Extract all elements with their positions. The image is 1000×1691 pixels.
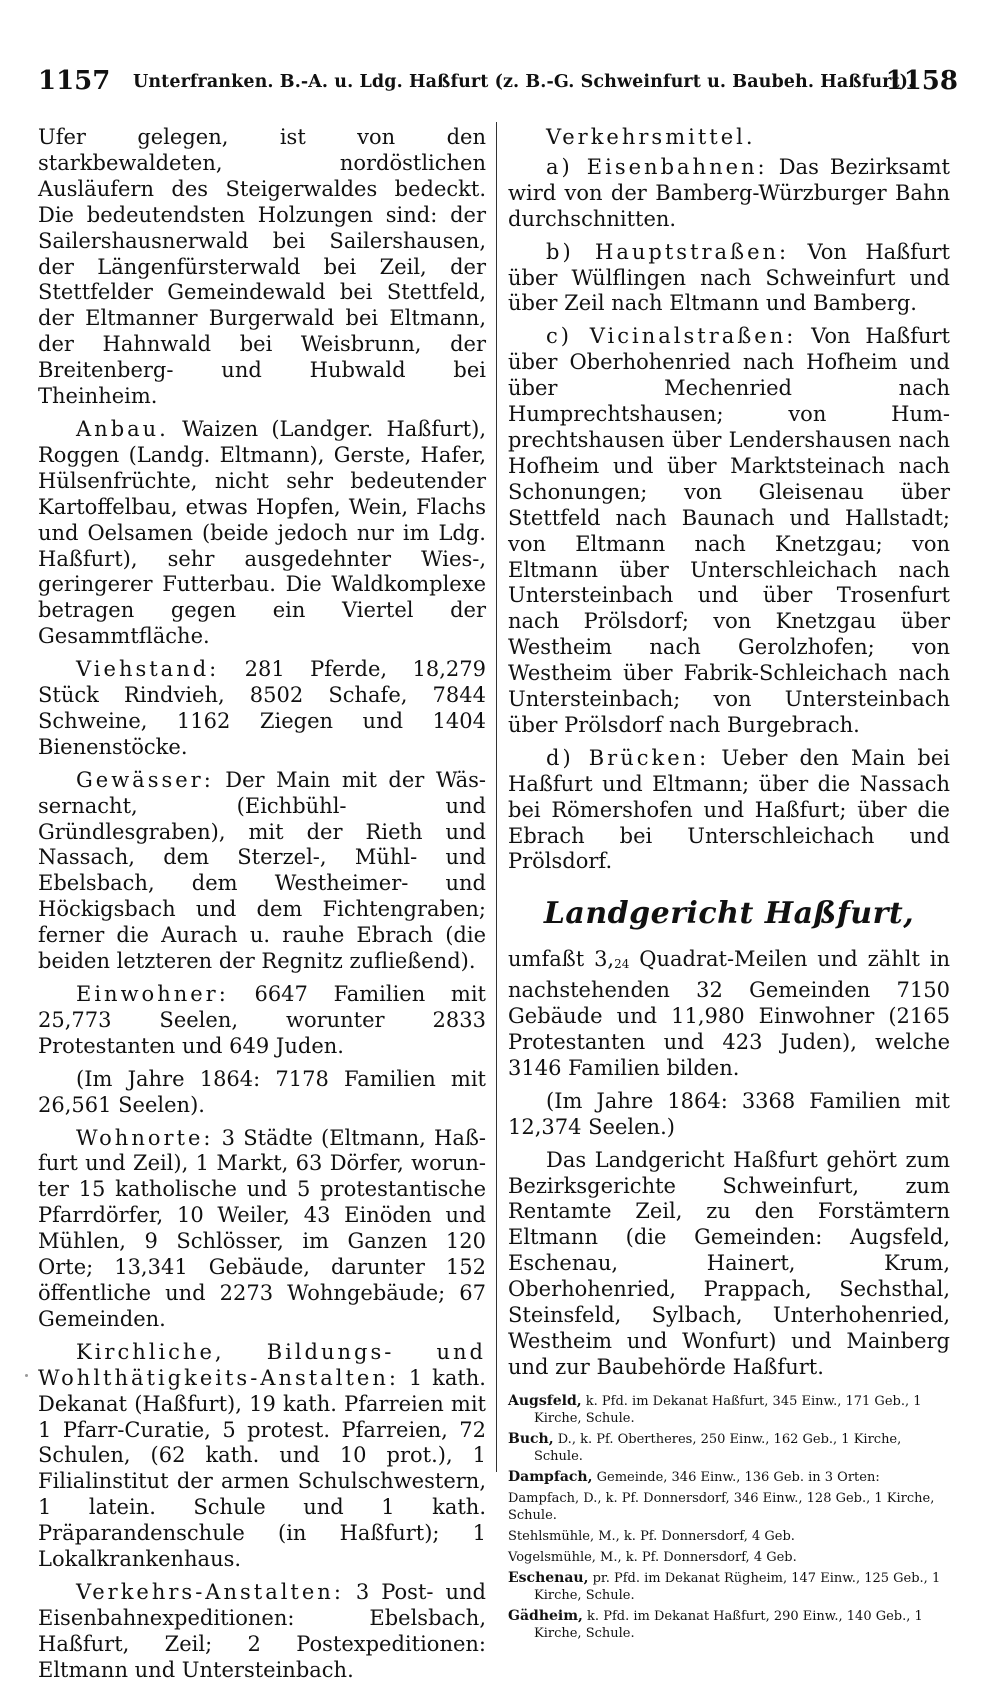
paragraph: (Im Jahre 1864: 3368 Familien mit 12,374 Seelen.) — [508, 1088, 950, 1139]
paragraph: Das Landgericht Haßfurt gehört zum Bezirksgerichte Schweinfurt, zum Rentamte Zeil, zu den Forstämtern Eltmann (die Gemeinden: Augsfeld, Eschenau, Hainert, Krum, Oberhohenried, Prappach, Sechsthal, Steinsfeld, Sylbach, Unterhohenried, Westheim und Wonfurt) und Mainberg und zur Baubehörde Haßfurt. — [508, 1147, 950, 1379]
paragraph: Wohnorte: 3 Städte (Eltmann, Haßfurt und Zeil), 1 Markt, 63 Dörfer, worunter 15 katholische und 5 protestantische Pfarrdörfer, 10 Weiler, 43 Einöden und Mühlen, 9 Schlösser, im Ganzen 120 Orte; 13,341 Gebäude, darunter 152 öffentliche und 2273 Wohngebäude; 67 Gemeinden. — [38, 1125, 486, 1331]
list-item: Eschenau, pr. Pfd. im Dekanat Rügheim, 147 Einw., 125 Geb., 1 Kirche, Schule. — [508, 1569, 941, 1603]
paragraph-label: Verkehrs-Anstalten: — [76, 1579, 344, 1604]
paragraph: Gewässer: Der Main mit der Wässernacht, (Eichbühl- und Gründlesgraben), mit der Rieth und Nassach, dem Sterzel-, Mühl- und Ebelsbach, dem Westheimer- und Höckigsbach und dem Fichtengraben; ferner die Aurach u. rauhe Ebrach (die beiden letzteren der Regnitz zufließend). — [38, 767, 486, 974]
list-item: Buch, D., k. Pf. Obertheres, 250 Einw., 162 Geb., 1 Kirche, Schule. — [508, 1430, 902, 1464]
right-column — [508, 125, 950, 1646]
paragraph-label: Wohnorte: — [76, 1125, 214, 1150]
paragraph: a) Eisenbahnen: Das Bezirksamt wird von der Bamberg-Würzburger Bahn durchschnitten. — [508, 154, 950, 231]
paragraph-label: b) Hauptstraßen: — [546, 239, 790, 264]
paragraph-label: Viehstand: — [76, 657, 220, 682]
list-item: Vogelsmühle, M., k. Pf. Donnersdorf, 4 Geb. — [508, 1549, 797, 1565]
page-number-left: 1157 — [38, 66, 111, 96]
paragraph: (Im Jahre 1864: 7178 Familien mit 26,561 Seelen). — [38, 1066, 486, 1117]
paragraph: Viehstand: 281 Pferde, 18,279 Stück Rindvieh, 8502 Schafe, 7844 Schweine, 1162 Ziegen und 1404 Bienenstöcke. — [38, 657, 486, 759]
paragraph: Anbau. Waizen (Landger. Haßfurt), Roggen (Landg. Eltmann), Gerste, Hafer, Hülsenfrüchte, nicht sehr bedeutender Kartoffelbau, etwas Hopfen, Wein, Flachs und Oelsamen (beide jedoch nur im Ldg. Haßfurt), sehr ausgedehnter Wies-, geringerer Futterbau. Die Waldkomplexe betragen gegen ein Viertel der Gesammtfläche. — [38, 416, 486, 649]
paragraph: c) Vicinalstraßen: Von Haßfurt über Oberhohenried nach Hofheim und über Mechenried nach Humprechtshausen; von Humprechtshausen über Lendershausen nach Hofheim und über Marktsteinach nach Schonungen; von Gleisenau über Stettfeld nach Baunach und Hallstadt; von Eltmann nach Knetzgau; von Eltmann über Unterschleichach nach Untersteinbach und über Trosenfurt nach Prölsdorf; von Knetzgau über Westheim nach Gerolzhofen; von Westheim über Fabrik-Schleichach nach Untersteinbach; von Untersteinbach über Prölsdorf nach Burgebrach. — [508, 324, 950, 737]
page-header — [38, 66, 958, 106]
section-title: Landgericht Haßfurt, — [543, 896, 915, 932]
list-item: Dampfach, D., k. Pf. Donnersdorf, 346 Einw., 128 Geb., 1 Kirche, Schule. — [508, 1490, 935, 1523]
paragraph: umfaßt 3,24 Quadrat-Meilen und zählt in nachstehenden 32 Gemeinden 7150 Gebäude und 11,980 Einwohner (2165 Protestanten und 423 Juden), welche 3146 Familien bilden. — [508, 947, 950, 1080]
paragraph-label: c) Vicinalstraßen: — [546, 324, 797, 349]
paragraph-label: Anbau. — [76, 416, 169, 441]
paragraph: Kirchliche, Bildungs- und Wohlthätigkeits-Anstalten: 1 kath. Dekanat (Haßfurt), 19 kath. Pfarreien mit 1 Pfarr-Curatie, 5 protest. Pfarreien, 72 Schulen, (62 kath. und 10 prot.), 1 Filialinstitut der armen Schulschwestern, 1 latein. Schule und 1 kath. Präparandenschule (in Haßfurt); 1 Lokalkrankenhaus. — [38, 1339, 486, 1572]
paragraph: Verkehrs-Anstalten: 3 Post- und Eisenbahnexpeditionen: Ebelsbach, Haßfurt, Zeil; 2 Postexpeditionen: Eltmann und Untersteinbach. — [38, 1579, 486, 1682]
list-item: Dampfach, Gemeinde, 346 Einw., 136 Geb. in 3 Orten: — [508, 1468, 880, 1485]
list-item: Gädheim, k. Pfd. im Dekanat Haßfurt, 290 Einw., 140 Geb., 1 Kirche, Schule. — [508, 1607, 923, 1641]
page-number-right: 1158 — [885, 66, 958, 96]
place-entries — [508, 1393, 950, 1642]
paragraph: Einwohner: 6647 Familien mit 25,773 Seelen, worunter 2833 Protestanten und 649 Juden. — [38, 982, 486, 1058]
column-divider — [496, 122, 497, 1472]
paragraph-label: a) Eisenbahnen: — [546, 154, 768, 179]
paragraph: d) Brücken: Ueber den Main bei Haßfurt und Eltmann; über die Nassach bei Römershofen und Haßfurt; über die Ebrach bei Unterschleichach und Prölsdorf. — [508, 745, 950, 874]
speck — [25, 1374, 28, 1377]
paragraph-label: Einwohner: — [76, 982, 229, 1006]
paragraph: Ufer gelegen, ist von den starkbewaldeten, nordöstlichen Ausläufern des Steigerwaldes bedeckt. Die bedeutendsten Holzungen sind: der Sailershausnerwald bei Sailershausen, der Längenfürsterwald bei Zeil, der Stettfelder Gemeindewald bei Stettfeld, der Eltmanner Burgerwald bei Eltmann, der Hahnwald bei Weisbrunn, der Breitenberg- und Hubwald bei Theinheim. — [38, 125, 486, 409]
paragraph-label: Kirchliche, Bildungs- und Wohlthätigkeits-Anstalten: — [38, 1339, 486, 1390]
paragraph-label: Gewässer: — [76, 767, 214, 792]
left-column — [38, 125, 486, 1691]
list-item: Stehlsmühle, M., k. Pf. Donnersdorf, 4 Geb. — [508, 1528, 795, 1544]
list-item: Augsfeld, k. Pfd. im Dekanat Haßfurt, 345 Einw., 171 Geb., 1 Kirche, Schule. — [508, 1392, 922, 1426]
paragraph: b) Hauptstraßen: Von Haßfurt über Wülflingen nach Schweinfurt und über Zeil nach Eltmann und Bamberg. — [508, 239, 950, 316]
paragraph-label: d) Brücken: — [546, 745, 710, 770]
running-title: Unterfranken. B.-A. u. Ldg. Haßfurt (z. B.-G. Schweinfurt u. Baubeh. Haßfurt). — [133, 72, 915, 92]
section-heading: Verkehrsmittel. — [546, 125, 756, 149]
